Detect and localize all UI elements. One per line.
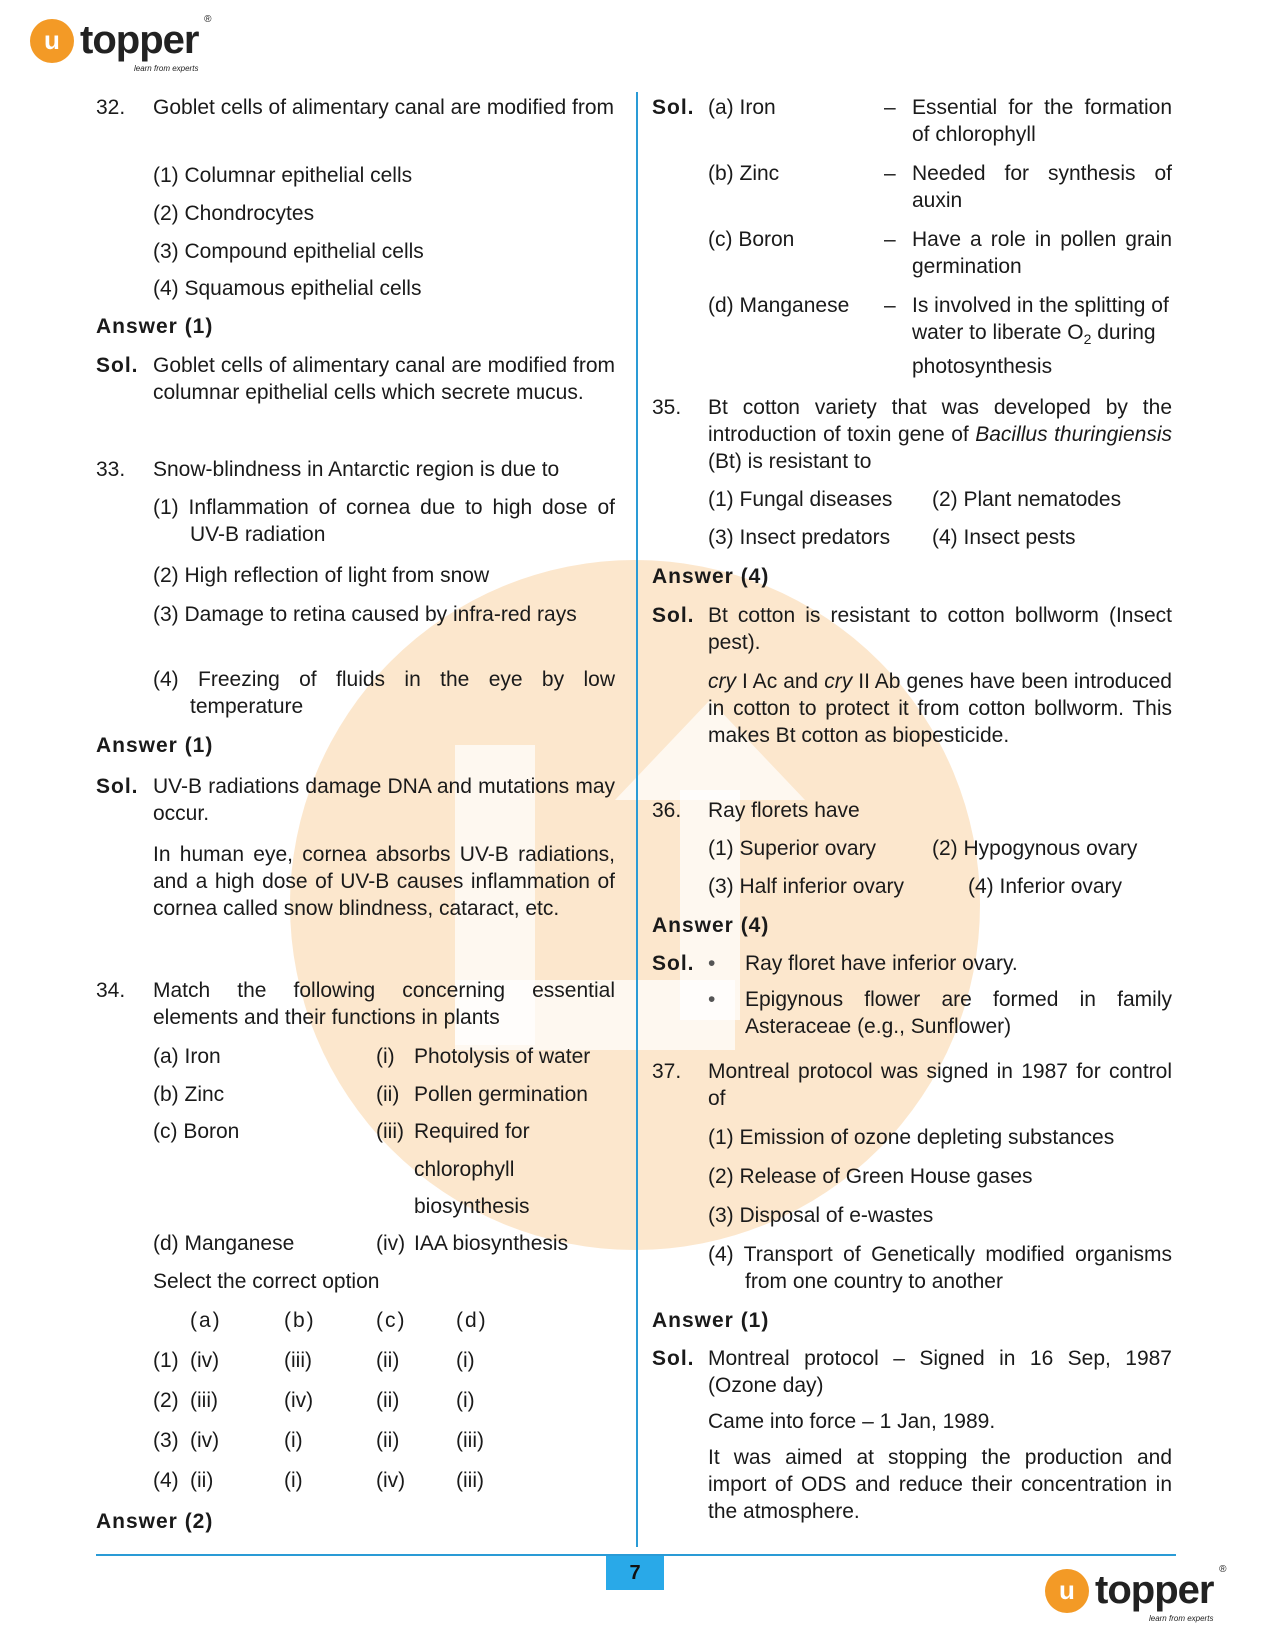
page-number: 7	[606, 1556, 664, 1590]
answer: Answer (2)	[96, 1510, 214, 1533]
topper-logo-icon: u	[30, 19, 74, 63]
table-header: (c)	[376, 1309, 407, 1332]
match-right-num: (i)	[376, 1045, 395, 1068]
option: (1) Fungal diseases	[708, 488, 893, 511]
sol-desc: Is involved in the splitting of water to liberate $O_2$ during photosynthesis	[912, 294, 1169, 379]
topper-logo-icon: u	[1045, 1569, 1089, 1613]
option: (1) Emission of ozone depleting substances	[708, 1126, 1115, 1149]
sol-item: (d) Manganese	[708, 294, 850, 317]
sol-label: Sol.	[652, 1347, 695, 1370]
sol-desc: Needed for synthesis of auxin	[912, 162, 1172, 212]
solution-text: Ray floret have inferior ovary.	[745, 952, 1018, 975]
match-left-item: (a) Iron	[153, 1045, 221, 1068]
question-number: 36.	[652, 799, 682, 822]
question-number: 33.	[96, 458, 126, 481]
table-header: (a)	[190, 1309, 222, 1332]
topper-logo-top: u topper ® learn from experts	[30, 18, 198, 63]
table-cell: (i)	[284, 1469, 303, 1492]
table-cell: (ii)	[190, 1469, 214, 1492]
solution-text: Epigynous flower are formed in family Asteraceae (e.g., Sunflower)	[745, 988, 1172, 1038]
question-number: 34.	[96, 979, 126, 1002]
table-cell: (ii)	[376, 1389, 400, 1412]
option: (3) Disposal of e-wastes	[708, 1204, 934, 1227]
table-cell: (i)	[456, 1349, 475, 1372]
option: (4) Freezing of fluids in the eye by low temperature	[153, 668, 615, 718]
table-cell: (iv)	[284, 1389, 314, 1412]
sol-desc: Essential for the formation of chlorophyll	[912, 96, 1172, 146]
sol-label: Sol.	[652, 952, 695, 975]
option: (2) Release of Green House gases	[708, 1165, 1033, 1188]
match-right-num: (iv)	[376, 1232, 406, 1255]
match-left-item: (c) Boron	[153, 1120, 240, 1143]
table-cell: (i)	[456, 1389, 475, 1412]
table-cell: (iii)	[284, 1349, 312, 1372]
option: (1) Inflammation of cornea due to high dose of UV-B radiation	[153, 496, 615, 546]
table-header: (b)	[284, 1309, 316, 1332]
match-left-item: (d) Manganese	[153, 1232, 295, 1255]
question-text: Ray florets have	[708, 799, 860, 822]
table-cell: (iv)	[376, 1469, 406, 1492]
solution-text: In human eye, cornea absorbs UV-B radiations, and a high dose of UV-B causes inflammation of cornea called snow blindness, cataract, etc.	[153, 843, 615, 920]
answer: Answer (1)	[96, 734, 214, 757]
bullet-icon: •	[708, 952, 716, 975]
sol-label: Sol.	[96, 354, 139, 377]
solution-text: Goblet cells of alimentary canal are modified from columnar epithelial cells which secrete mucus.	[153, 354, 615, 404]
match-right-item: Pollen germination	[414, 1083, 588, 1106]
solution-text: It was aimed at stopping the production and import of ODS and reduce their concentration in the atmosphere.	[708, 1446, 1172, 1523]
option: (2) Chondrocytes	[153, 202, 315, 225]
logo-text: topper	[1095, 1568, 1214, 1612]
sol-dash: –	[884, 294, 896, 317]
option: (2) Plant nematodes	[932, 488, 1122, 511]
match-right-num: (iii)	[376, 1120, 404, 1143]
sol-desc: Have a role in pollen grain germination	[912, 228, 1172, 278]
option: (2) Hypogynous ovary	[932, 837, 1138, 860]
question-text: Montreal protocol was signed in 1987 for control of	[708, 1060, 1172, 1110]
solution-text: Came into force – 1 Jan, 1989.	[708, 1410, 996, 1433]
table-cell: (iii)	[190, 1389, 218, 1412]
logo-text: topper	[80, 18, 199, 62]
question-number: 32.	[96, 96, 126, 119]
table-cell: (ii)	[376, 1349, 400, 1372]
sol-label: Sol.	[96, 775, 139, 798]
question-number: 35.	[652, 396, 682, 419]
sol-item: (b) Zinc	[708, 162, 780, 185]
question-text: Match the following concerning essential elements and their functions in plants	[153, 979, 615, 1029]
match-right-item: biosynthesis	[414, 1195, 530, 1218]
table-cell: (2)	[153, 1389, 179, 1412]
table-cell: (1)	[153, 1349, 179, 1372]
sol-item: (c) Boron	[708, 228, 795, 251]
table-cell: (ii)	[376, 1429, 400, 1452]
match-right-item: chlorophyll	[414, 1158, 515, 1181]
sol-item: (a) Iron	[708, 96, 776, 119]
answer: Answer (4)	[652, 565, 770, 588]
sol-dash: –	[884, 96, 896, 119]
select-instruction: Select the correct option	[153, 1270, 380, 1293]
solution-text: cry I Ac and cry II Ab genes have been introduced in cotton to protect it from cotton bollworm. This makes Bt cotton as biopesticide.	[708, 670, 1172, 747]
answer: Answer (1)	[96, 315, 214, 338]
option: (2) High reflection of light from snow	[153, 564, 490, 587]
solution-text: Bt cotton is resistant to cotton bollworm (Insect pest).	[708, 604, 1172, 654]
match-left-item: (b) Zinc	[153, 1083, 225, 1106]
option: (1) Superior ovary	[708, 837, 877, 860]
table-cell: (iii)	[456, 1429, 484, 1452]
sol-dash: –	[884, 162, 896, 185]
match-right-item: Required for	[414, 1120, 530, 1143]
table-cell: (i)	[284, 1429, 303, 1452]
match-right-item: IAA biosynthesis	[414, 1232, 569, 1255]
question-number: 37.	[652, 1060, 682, 1083]
answer: Answer (1)	[652, 1309, 770, 1332]
solution-text: UV-B radiations damage DNA and mutations may occur.	[153, 775, 615, 825]
match-right-num: (ii)	[376, 1083, 400, 1106]
option: (4) Transport of Genetically modified organisms from one country to another	[708, 1243, 1172, 1293]
option: (4) Inferior ovary	[968, 875, 1123, 898]
question-text: Snow-blindness in Antarctic region is due to	[153, 458, 560, 481]
option: (3) Damage to retina caused by infra-red rays	[153, 603, 577, 626]
table-header: (d)	[456, 1309, 488, 1332]
table-cell: (4)	[153, 1469, 179, 1492]
option: (4) Insect pests	[932, 526, 1076, 549]
bullet-icon: •	[708, 988, 716, 1011]
option: (3) Insect predators	[708, 526, 891, 549]
option: (1) Columnar epithelial cells	[153, 164, 413, 187]
sol-dash: –	[884, 228, 896, 251]
question-text: Goblet cells of alimentary canal are modified from	[153, 96, 615, 119]
answer: Answer (4)	[652, 914, 770, 937]
table-cell: (3)	[153, 1429, 179, 1452]
solution-text: Montreal protocol – Signed in 16 Sep, 1987 (Ozone day)	[708, 1347, 1172, 1397]
sol-label: Sol.	[652, 604, 695, 627]
question-text: Bt cotton variety that was developed by the introduction of toxin gene of Bacillus thuringiensis (Bt) is resistant to	[708, 396, 1172, 473]
match-right-item: Photolysis of water	[414, 1045, 591, 1068]
column-divider	[636, 92, 638, 1547]
topper-logo-bottom: u topper ® learn from experts	[1045, 1568, 1213, 1613]
table-cell: (iii)	[456, 1469, 484, 1492]
table-cell: (iv)	[190, 1429, 220, 1452]
option: (3) Half inferior ovary	[708, 875, 905, 898]
table-cell: (iv)	[190, 1349, 220, 1372]
sol-label: Sol.	[652, 96, 695, 119]
option: (3) Compound epithelial cells	[153, 240, 424, 263]
option: (4) Squamous epithelial cells	[153, 277, 422, 300]
